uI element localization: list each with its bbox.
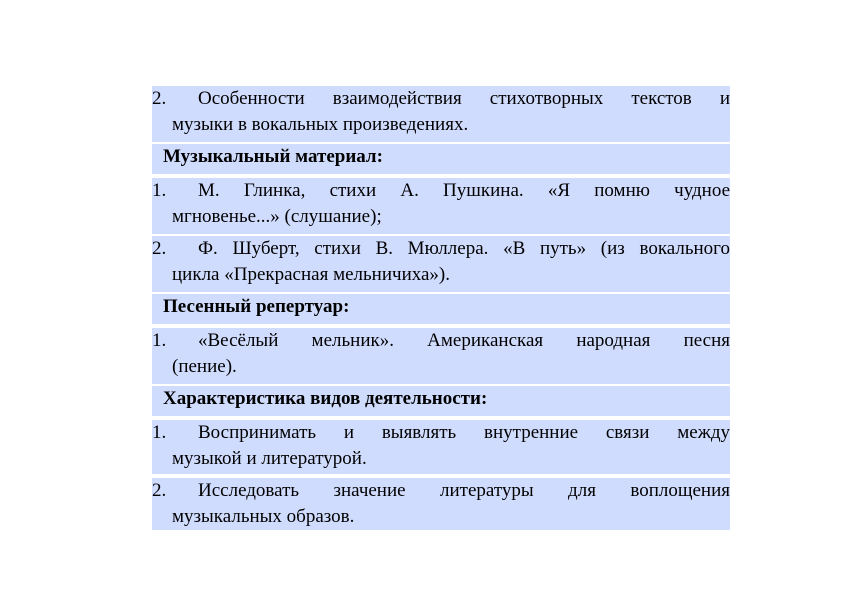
- list-item: [152, 86, 730, 142]
- list-item-line1: «Весёлый мельник». Американская народная песня: [198, 330, 730, 351]
- section-heading-activities: Характеристика видов деятельности:: [152, 386, 730, 416]
- list-item-line1: Воспринимать и выявлять внутренние связи между: [198, 422, 730, 443]
- list-item-line1: Ф. Шуберт, стихи В. Мюллера. «В путь» (из вокального: [198, 238, 730, 259]
- list-item-line1: Исследовать значение литературы для воплощения: [198, 480, 730, 501]
- section-heading-music-material: Музыкальный материал:: [152, 144, 730, 174]
- list-item: [152, 236, 730, 292]
- list-item-line1: Особенности взаимодействия стихотворных текстов и: [198, 88, 730, 109]
- list-item-line1: М. Глинка, стихи А. Пушкина. «Я помню чудное: [198, 180, 730, 201]
- list-item-line2: (пение).: [172, 356, 237, 377]
- content-text-block: [152, 84, 732, 530]
- list-item-line2: музыкальных образов.: [172, 506, 355, 527]
- list-number: 2.: [152, 238, 167, 259]
- list-item-line2: цикла «Прекрасная мельничиха»).: [172, 264, 450, 285]
- list-number: 2.: [152, 480, 167, 501]
- list-number: 1.: [152, 422, 167, 443]
- section-heading-song-repertoire: Песенный репертуар:: [152, 294, 730, 324]
- list-number: 1.: [152, 330, 167, 351]
- list-item: [152, 328, 730, 384]
- list-item: [152, 478, 730, 530]
- list-number: 1.: [152, 180, 167, 201]
- list-item: [152, 178, 730, 234]
- list-number: 2.: [152, 88, 167, 109]
- list-item-line2: музыки в вокальных произведениях.: [172, 114, 469, 135]
- list-item-line2: мгновенье...» (слушание);: [172, 206, 382, 227]
- list-item-line2: музыкой и литературой.: [172, 448, 367, 469]
- list-item: [152, 420, 730, 474]
